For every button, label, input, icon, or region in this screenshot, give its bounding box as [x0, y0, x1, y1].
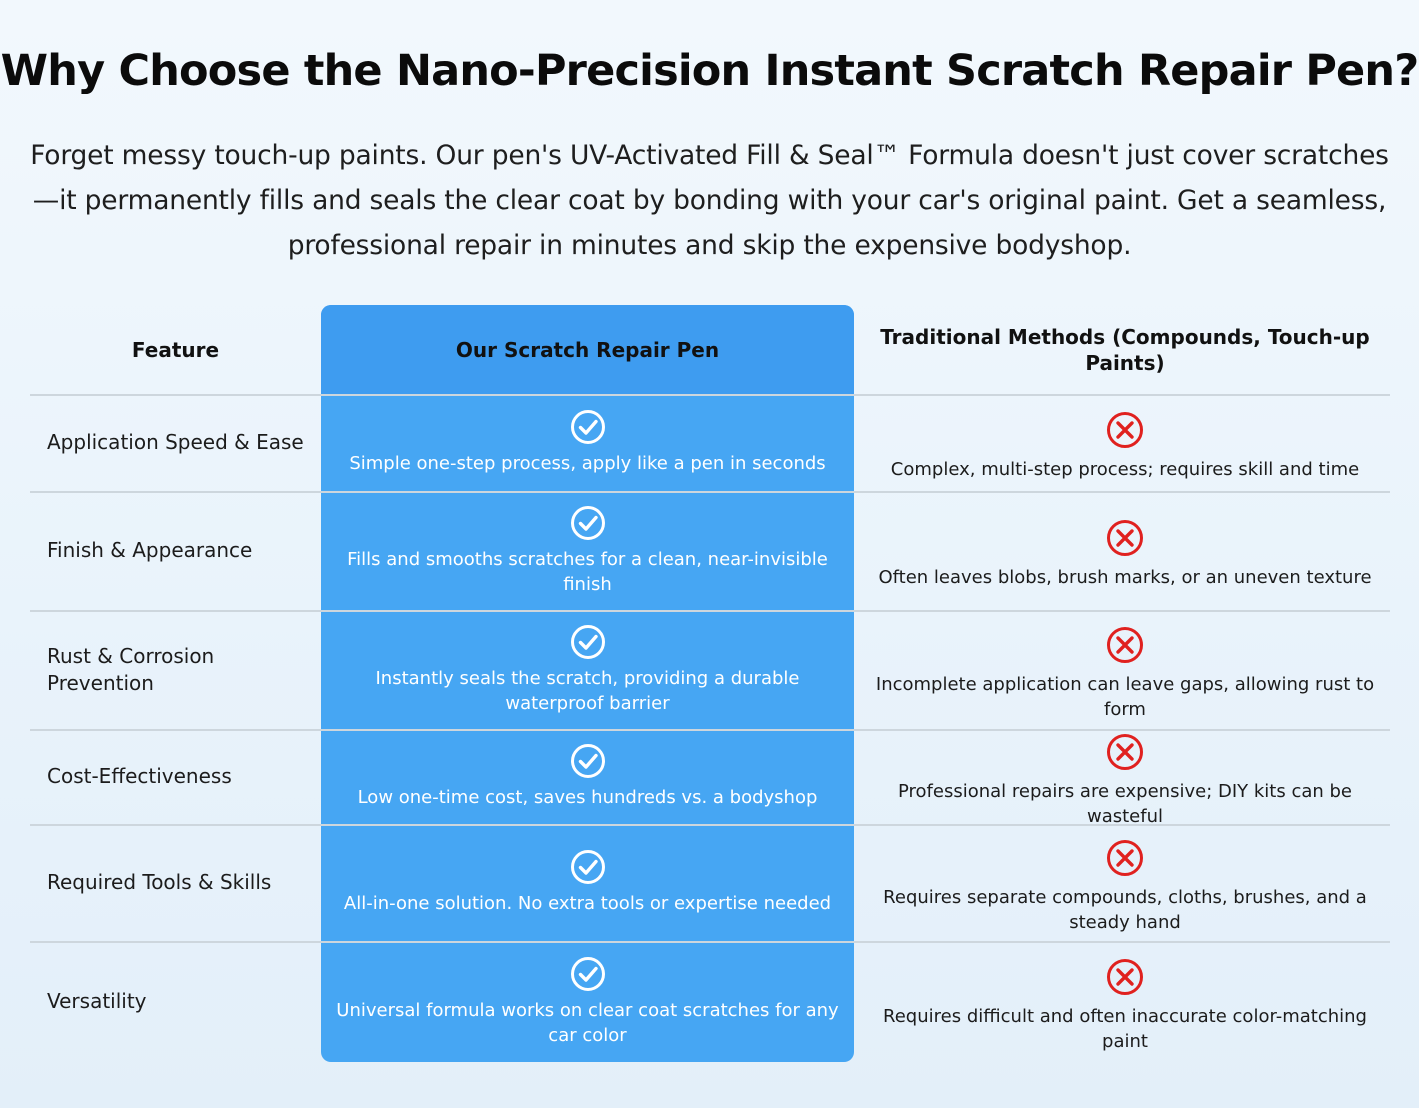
pen-cell: [321, 729, 854, 824]
traditional-drawback: [862, 779, 1388, 829]
pen-cell: [321, 491, 854, 610]
pen-benefit: [336, 998, 838, 1048]
traditional-cell: [862, 402, 1388, 491]
traditional-cell: [862, 618, 1388, 729]
traditional-drawback-line: Requires difficult and often inaccurate color-matching: [883, 1005, 1367, 1027]
pen-benefit: [347, 547, 828, 597]
pen-benefit-line: car color: [548, 1024, 627, 1046]
feature-label: [47, 491, 317, 610]
pen-benefit: [376, 666, 800, 716]
check-circle-icon: [570, 409, 606, 445]
traditional-drawback-line: Complex, multi-step process; requires skill and time: [890, 459, 1360, 480]
traditional-drawback-line: Incomplete application can leave gaps, allowing rust to: [875, 673, 1375, 695]
intro-line: professional repair in minutes and skip the expensive bodyshop.: [287, 230, 1132, 261]
pen-benefit-line: waterproof barrier: [505, 692, 670, 714]
intro-paragraph: [10, 133, 1409, 268]
check-circle-icon: [570, 849, 606, 885]
feature-label-line: Cost-Effectiveness: [47, 764, 232, 788]
pen-cell: [321, 610, 854, 729]
pen-benefit-line: Low one-time cost, saves hundreds vs. a bodyshop: [357, 787, 818, 808]
feature-label-line: Versatility: [47, 989, 147, 1013]
headline: Why Choose the Nano-Precision Instant Scratch Repair Pen?: [0, 46, 1419, 96]
x-circle-icon: [1106, 839, 1144, 877]
traditional-drawback-line: Requires separate compounds, cloths, brushes, and a: [883, 886, 1367, 908]
header-feature-label: Feature: [131, 337, 220, 362]
pen-benefit-line: Simple one-step process, apply like a pen in seconds: [349, 453, 826, 474]
pen-benefit-line: Instantly seals the scratch, providing a durable: [375, 667, 800, 689]
traditional-cell: [862, 949, 1388, 1062]
header-pen-label: Our Scratch Repair Pen: [455, 337, 720, 362]
traditional-drawback: [878, 565, 1371, 590]
intro-line: —it permanently fills and seals the clear coat by bonding with your car's original paint. Get a seamless,: [32, 185, 1387, 216]
x-circle-icon: [1106, 626, 1144, 664]
header-traditional: [870, 305, 1380, 394]
feature-label: [47, 610, 317, 729]
pen-cell: [321, 824, 854, 941]
feature-label: [47, 824, 317, 941]
x-circle-icon: [1106, 958, 1144, 996]
traditional-drawback-line: Often leaves blobs, brush marks, or an uneven texture: [878, 567, 1372, 588]
pen-cell: [321, 394, 854, 491]
feature-label: [47, 394, 317, 491]
traditional-drawback-line: Professional repairs are expensive; DIY kits can be wasteful: [898, 780, 1352, 827]
feature-label-line: Required Tools & Skills: [47, 870, 272, 894]
x-circle-icon: [1106, 411, 1144, 449]
check-circle-icon: [570, 624, 606, 660]
traditional-cell: [862, 499, 1388, 610]
traditional-drawback-line: paint: [1102, 1030, 1148, 1052]
header-traditional-label: Paints): [1085, 350, 1165, 375]
feature-label: [47, 729, 317, 824]
pen-benefit-line: Fills and smooths scratches for a clean, near-invisible: [347, 548, 828, 570]
feature-label: [47, 941, 317, 1062]
check-circle-icon: [570, 743, 606, 779]
feature-label-line: Prevention: [47, 670, 154, 695]
feature-label-line: Finish & Appearance: [47, 538, 253, 562]
pen-benefit-line: All-in-one solution. No extra tools or expertise needed: [343, 893, 832, 914]
x-circle-icon: [1106, 733, 1144, 771]
traditional-drawback: [891, 457, 1359, 482]
pen-cell: [321, 941, 854, 1062]
check-circle-icon: [570, 505, 606, 541]
feature-label-line: Rust & Corrosion: [47, 643, 215, 668]
traditional-cell: [862, 832, 1388, 941]
pen-benefit-line: finish: [563, 573, 612, 595]
pen-benefit-line: Universal formula works on clear coat scratches for any: [336, 999, 839, 1021]
check-circle-icon: [570, 956, 606, 992]
header-traditional-label: Traditional Methods (Compounds, Touch-up: [880, 324, 1370, 349]
header-feature: [30, 305, 321, 394]
traditional-drawback: [883, 885, 1367, 935]
traditional-drawback-line: form: [1104, 698, 1146, 720]
header-pen: [321, 305, 854, 394]
traditional-drawback: [876, 672, 1374, 722]
pen-benefit: [349, 451, 825, 476]
traditional-cell: [862, 737, 1388, 827]
feature-label-line: Application Speed & Ease: [47, 430, 304, 454]
pen-benefit: [358, 785, 818, 810]
x-circle-icon: [1106, 519, 1144, 557]
pen-benefit: [344, 891, 831, 916]
traditional-drawback: [883, 1004, 1367, 1054]
intro-line: Forget messy touch-up paints. Our pen's UV-Activated Fill & Seal™ Formula doesn't just cover scratches: [30, 140, 1389, 171]
traditional-drawback-line: steady hand: [1069, 911, 1181, 933]
